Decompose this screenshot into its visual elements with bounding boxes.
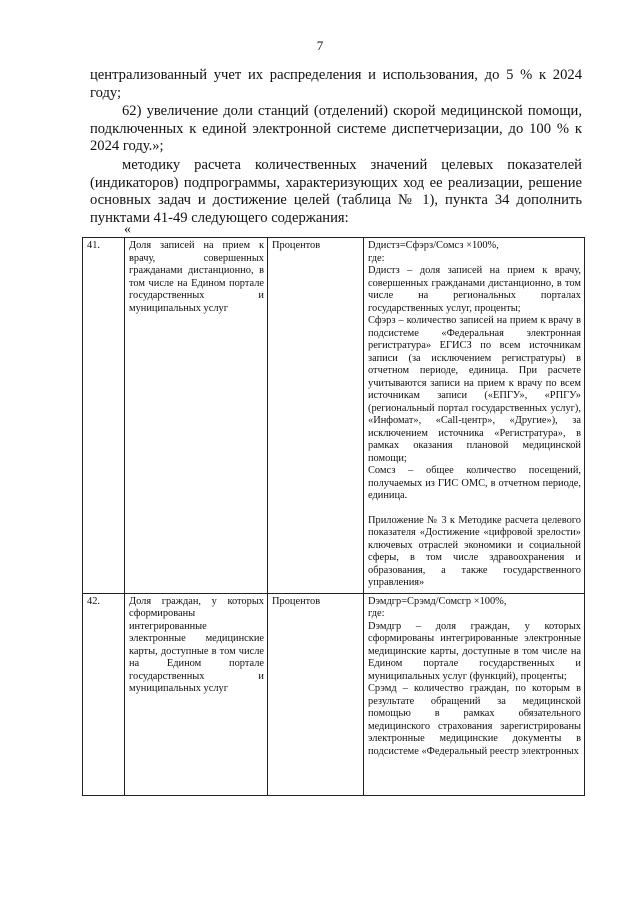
indicator-name: Доля граждан, у которых сформированы интегрированные электронные медицинские карты, доступные в том числе на Едином портале государственных и муниципальных услуг [125, 593, 268, 795]
paragraph-2: 62) увеличение доли станций (отделений) скорой медицинской помощи, подключенных к единой электронной системе диспетчеризации, до 100 % к 2024 году.»; [90, 103, 582, 154]
table-row [83, 238, 585, 594]
calculation-method [364, 238, 585, 594]
method-source-note: Приложение № 3 к Методике расчета целевого показателя «Достижение «цифровой зрелости» ключевых отраслей экономики и социальной сферы, в том числе здравоохранения и образования, а также государственного управления» [368, 514, 581, 588]
row-number: 41. [83, 238, 125, 594]
variable-definition: Сомсз – общее количество посещений, получаемых из ГИС ОМС, в отчетном периоде, единица. [368, 465, 581, 501]
indicator-unit: Процентов [268, 238, 364, 594]
variable-definition: Срэмд – количество граждан, по которым в результате обращений за медицинской помощью в рамках обязательного медицинского страхования зарегистрированы электронные медицинские документы в подсистеме «Федеральный реестр электронных [368, 683, 581, 757]
formula: Dдистз=Сфэрз/Сомсз ×100%, [368, 240, 499, 251]
formula: Dэмдгр=Срэмд/Сомсгр ×100%, [368, 595, 507, 607]
formula-where: где: [368, 252, 385, 264]
variable-definition: Dдистз – доля записей на прием к врачу, совершенных гражданами дистанционно, в том числе на региональных порталах государственных услуг, проценты; [368, 265, 581, 314]
paragraph-1: централизованный учет их распределения и использования, до 5 % к 2024 году; [90, 67, 582, 101]
indicator-name: Доля записей на прием к врачу, совершенных гражданами дистанционно, в том числе на Едином портале государственных и муниципальных услуг [125, 238, 268, 594]
opening-quote-mark: « [124, 222, 131, 237]
row-number: 42. [83, 593, 125, 795]
formula-where: где: [368, 608, 385, 619]
indicator-unit: Процентов [268, 593, 364, 795]
table-row [83, 593, 585, 795]
page-number: 7 [316, 38, 324, 53]
variable-definition: Dэмдгр – доля граждан, у которых сформированы интегрированные электронные медицинские карты, доступные в том числе на Едином портале государственных и муниципальных услуг (функций), проценты; [368, 620, 581, 682]
paragraph-3: методику расчета количественных значений целевых показателей (индикаторов) подпрограммы, характеризующих ход ее реализации, решение основных задач и достижение целей (таблица № 1), пункта 34 дополнить пунктами 41-49 следующего содержания: [90, 157, 582, 226]
variable-definition: Сфэрз – количество записей на прием к врачу в подсистеме «Федеральная электронная регистратура» ЕГИСЗ по всем источникам записи (за исключением регистратуры) в отчетном периоде, единица. При расчете учитываются записи на прием к врачу по всем источникам записи («ЕПГУ», «РПГУ» (региональный портал государственных услуг), «Инфомат», «Call-центр», «Другие»), за исключением источника «Регистратура», в рамках оказания плановой медицинской помощи; [368, 315, 581, 464]
indicator-table [82, 237, 585, 796]
calculation-method [364, 593, 585, 795]
